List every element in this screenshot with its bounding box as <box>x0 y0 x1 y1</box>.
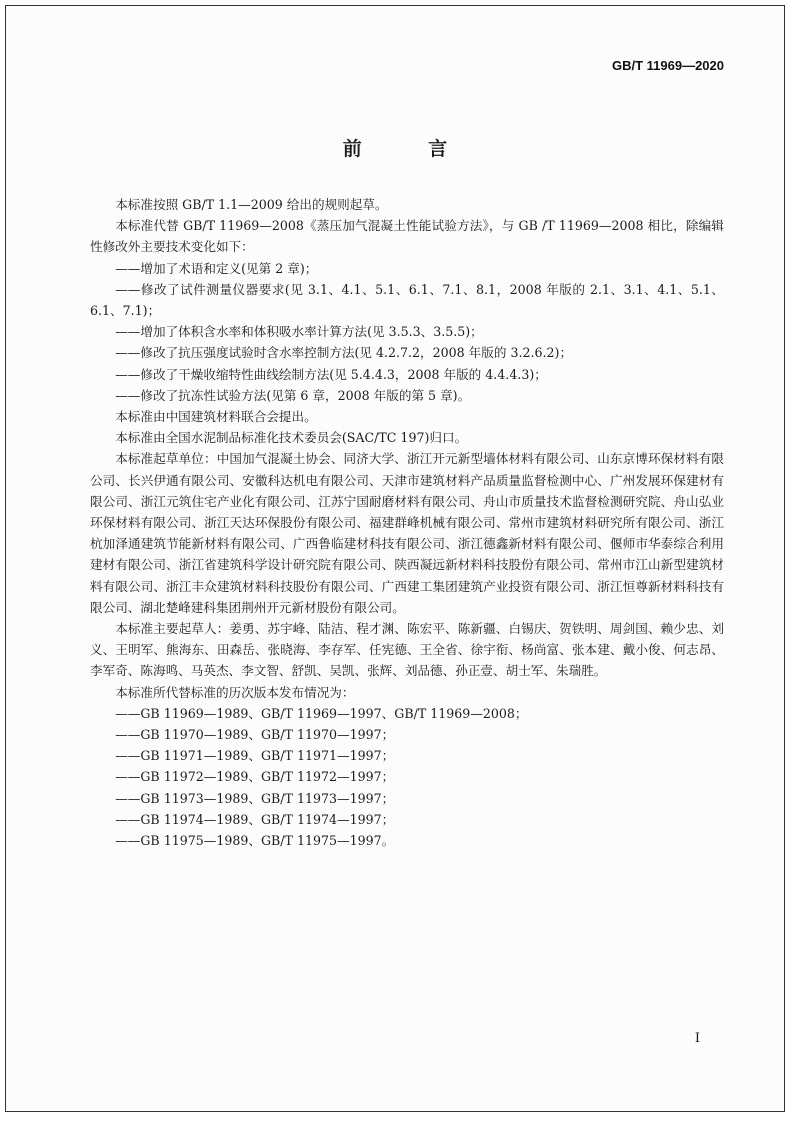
change-item: ——修改了干燥收缩特性曲线绘制方法(见 5.4.4.3，2008 年版的 4.4.4.3)； <box>115 366 547 382</box>
change-item: ——修改了抗压强度试验时含水率控制方法(见 4.2.7.2，2008 年版的 3.2.6.2)； <box>115 345 573 361</box>
standard-code: GB/T 11969—2020 <box>611 58 724 73</box>
page-number: I <box>694 1031 700 1046</box>
history-item: ——GB 11975—1989、GB/T 11975—1997。 <box>115 833 395 849</box>
history-item: ——GB 11970—1989、GB/T 11970—1997； <box>115 727 395 743</box>
paragraph-replacement: 本标准代替 GB/T 11969—2008《蒸压加气混凝土性能试验方法》，与 GB /T 11969—2008 相比，除编辑性修改外主要技术变化如下： <box>90 218 724 255</box>
history-item: ——GB 11973—1989、GB/T 11973—1997； <box>115 790 395 806</box>
foreword-body <box>90 194 724 851</box>
document-page <box>5 5 785 1112</box>
history-item: ——GB 11972—1989、GB/T 11972—1997； <box>115 769 395 785</box>
paragraph-proposed-by: 本标准由中国建筑材料联合会提出。 <box>115 409 317 425</box>
change-item: ——修改了试件测量仪器要求(见 3.1、4.1、5.1、6.1、7.1、8.1，2008 年版的 2.1、3.1、4.1、5.1、6.1、7.1)； <box>90 281 724 319</box>
page-title: 前 言 <box>342 138 478 160</box>
change-item: ——增加了体积含水率和体积吸水率计算方法(见 3.5.3、3.5.5)； <box>115 324 483 340</box>
paragraph-administered-by: 本标准由全国水泥制品标准化技术委员会(SAC/TC 197)归口。 <box>115 430 468 446</box>
paragraph-drafting-rules: 本标准按照 GB/T 1.1—2009 给出的规则起草。 <box>115 197 388 212</box>
change-item: ——修改了抗冻性试验方法(见第 6 章，2008 年版的第 5 章)。 <box>115 387 471 403</box>
history-item: ——GB 11971—1989、GB/T 11971—1997； <box>115 748 395 764</box>
history-item: ——GB 11974—1989、GB/T 11974—1997； <box>115 811 395 827</box>
paragraph-drafting-units: 本标准起草单位：中国加气混凝土协会、同济大学、浙江开元新型墙体材料有限公司、山东京博环保材料有限公司、长兴伊通有限公司、安徽科达机电有限公司、天津市建筑材料产品质量监督检测中心、广州发展环保建材有限公司、浙江元筑住宅产业化有限公司、江苏宁国耐磨材料有限公司、舟山市质量技术监督检测研究院、舟山弘业环保材料有限公司、浙江天达环保股份有限公司、福建群峰机械有限公司、常州市建筑材料研究所有限公司、浙江杭加泽通建筑节能新材料有限公司、广西鲁临建材科技有限公司、浙江德鑫新材料有限公司、偃师市华泰综合利用建材有限公司、浙江省建筑科学设计研究院有限公司、陕西凝远新材料科技股份有限公司、常州市江山新型建筑材料有限公司、浙江丰众建筑材料科技股份有限公司、广西建工集团建筑产业投资有限公司、浙江恒尊新材料科技有限公司、湖北楚峰建科集团荆州开元新材股份有限公司。 <box>90 451 724 615</box>
change-item: ——增加了术语和定义(见第 2 章)； <box>115 260 318 276</box>
paragraph-history-intro: 本标准所代替标准的历次版本发布情况为： <box>115 684 355 700</box>
history-item: ——GB 11969—1989、GB/T 11969—1997、GB/T 11969—2008； <box>115 705 528 721</box>
paragraph-drafters: 本标准主要起草人：姜勇、苏宇峰、陆洁、程才渊、陈宏平、陈新疆、白锡庆、贺铁明、周剑国、赖少忠、刘义、王明军、熊海东、田森岳、张晓海、李存军、任宪德、王全省、徐宇衔、杨尚富、张本建、戴小俊、何志昂、李军奇、陈海鸣、马英杰、李文智、舒凯、吴凯、张辉、刘品德、孙正壹、胡士军、朱瑞胜。 <box>90 621 724 679</box>
